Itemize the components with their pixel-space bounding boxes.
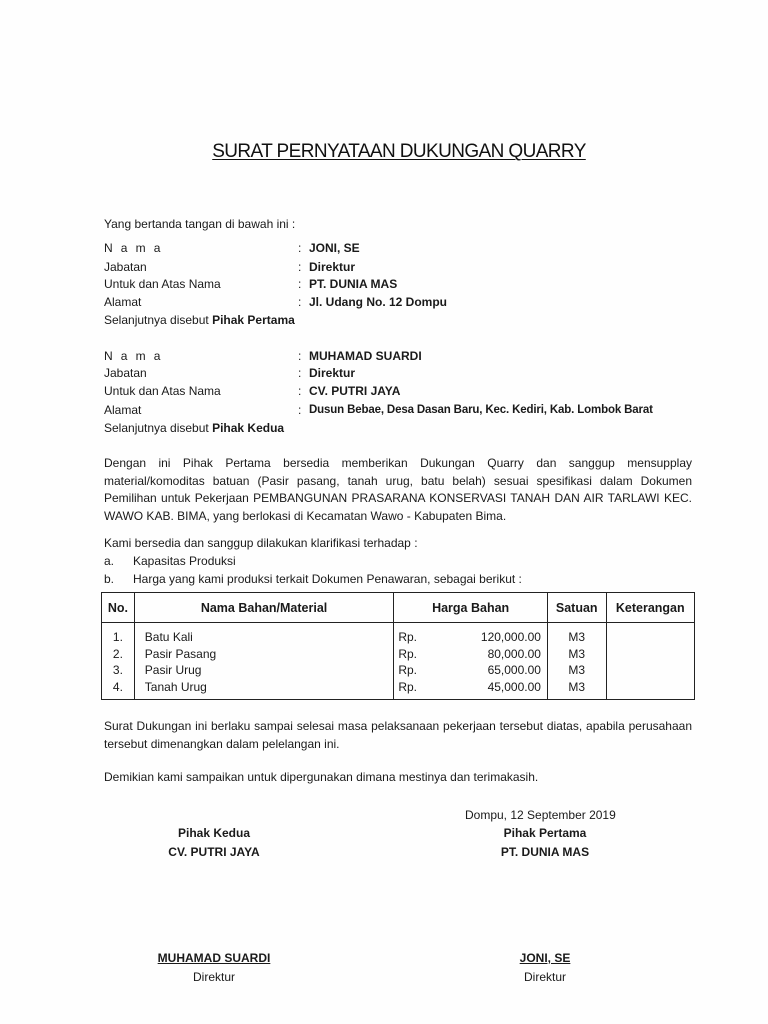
sig-right-role: Pihak Pertama (503, 826, 587, 840)
label-nama-2: N a m a (104, 349, 163, 363)
table-row-nama: Batu Kali (144, 630, 193, 644)
colon: : (298, 295, 302, 309)
paragraph-penutup: Demikian kami sampaikan untuk dipergunakan dimana mestinya dan terimakasih. (104, 770, 539, 784)
colon: : (298, 384, 302, 398)
currency-label: Rp. (398, 679, 417, 694)
currency-label: Rp. (398, 646, 417, 661)
sig-right-name: JONI, SE (519, 951, 571, 965)
header-keterangan: Keterangan (606, 593, 694, 623)
table-row-harga (398, 679, 541, 696)
colon: : (298, 366, 302, 380)
label-jabatan-2: Jabatan (104, 366, 147, 380)
disebut-label: Pihak Pertama (212, 313, 295, 327)
label-atas-nama-2: Untuk dan Atas Nama (104, 384, 221, 398)
harga-value: 80,000.00 (487, 646, 541, 661)
nama-pihak-kedua: MUHAMAD SUARDI (309, 349, 422, 363)
document-title: SURAT PERNYATAAN DUKUNGAN QUARRY (212, 141, 586, 162)
disebut-label: Pihak Kedua (212, 421, 285, 435)
alamat-pihak-kedua: Dusun Bebae, Desa Dasan Baru, Kec. Kediri, Kab. Lombok Barat (309, 404, 653, 416)
sig-right-title: Direktur (523, 970, 566, 984)
paragraph-berlaku: Surat Dukungan ini berlaku sampai selesai masa pelaksanaan pekerjaan tersebut diatas, apabila perusahaan tersebut dimenangkan dalam pelelangan ini. (104, 719, 692, 751)
cell-no (102, 623, 135, 700)
table-row-no: 4. (112, 679, 123, 694)
place-date: Dompu, 12 September 2019 (465, 808, 616, 822)
table-row-harga (398, 629, 541, 646)
table-row-harga (398, 646, 541, 663)
table-row-no: 1. (112, 630, 123, 644)
label-nama-1: N a m a (104, 241, 163, 255)
sig-left-role: Pihak Kedua (177, 826, 251, 840)
table-row-no: 3. (112, 663, 123, 677)
sig-left-name: MUHAMAD SUARDI (157, 951, 271, 965)
currency-label: Rp. (398, 630, 417, 644)
klarifikasi-intro: Kami bersedia dan sanggup dilakukan klarifikasi terhadap : (104, 536, 418, 550)
harga-value: 45,000.00 (487, 679, 541, 694)
klarifikasi-item-b-text: Harga yang kami produksi terkait Dokumen Penawaran, sebagai berikut : (133, 572, 522, 586)
disebut-pihak-pertama (104, 312, 295, 329)
table-body-row (102, 623, 695, 700)
header-harga: Harga Bahan (394, 593, 548, 623)
disebut-prefix: Selanjutnya disebut (104, 421, 213, 435)
paragraph-dukungan: Dengan ini Pihak Pertama bersedia memberikan Dukungan Quarry dan sanggup mensupplay material/komoditas batuan (Pasir pasang, tanah urug, batu belah) sesuai spesifikasi dalam Dokumen Pemilihan untuk Pekerjaan PEMBANGUNAN PRASARANA KONSERVASI TANAH DAN AIR TARLAWI KEC. WAWO KAB. BIMA, yang berlokasi di Kecamatan Wawo - Kabupaten Bima. (104, 456, 692, 523)
atas-nama-pihak-pertama: PT. DUNIA MAS (309, 277, 398, 291)
label-jabatan-1: Jabatan (104, 260, 147, 274)
header-satuan: Satuan (547, 593, 606, 623)
table-row-satuan: M3 (568, 663, 586, 677)
atas-nama-pihak-kedua: CV. PUTRI JAYA (309, 384, 401, 398)
table-row-satuan: M3 (568, 646, 586, 661)
table-row-no: 2. (112, 646, 123, 661)
table-row-satuan: M3 (568, 630, 586, 644)
colon: : (298, 277, 302, 291)
table-row-satuan: M3 (568, 679, 586, 694)
colon: : (298, 349, 302, 363)
table-row-nama: Tanah Urug (144, 679, 207, 694)
disebut-pihak-kedua (104, 420, 284, 437)
harga-value: 120,000.00 (480, 630, 541, 644)
cell-harga (394, 623, 548, 700)
table-row-nama: Pasir Pasang (144, 646, 217, 661)
table-row-harga (398, 662, 541, 679)
alamat-pihak-pertama: Jl. Udang No. 12 Dompu (309, 295, 448, 309)
cell-satuan (547, 623, 606, 700)
currency-label: Rp. (398, 663, 417, 677)
klarifikasi-item-b-marker: b. (104, 572, 115, 586)
colon: : (298, 403, 302, 417)
harga-table (101, 592, 695, 700)
cell-keterangan (606, 623, 694, 700)
harga-value: 65,000.00 (487, 663, 541, 677)
sig-left-company: CV. PUTRI JAYA (168, 845, 260, 859)
jabatan-pihak-pertama: Direktur (309, 260, 356, 274)
signature-right (445, 824, 645, 862)
signature-right-name (445, 949, 645, 987)
header-no: No. (102, 593, 135, 623)
jabatan-pihak-kedua: Direktur (309, 366, 356, 380)
sig-left-title: Direktur (192, 970, 235, 984)
table-row-nama: Pasir Urug (144, 663, 202, 677)
intro-text: Yang bertanda tangan di bawah ini : (104, 217, 296, 231)
signature-left-name (114, 949, 314, 987)
colon: : (298, 260, 302, 274)
klarifikasi-item-a-text: Kapasitas Produksi (133, 554, 236, 568)
nama-pihak-pertama: JONI, SE (309, 241, 360, 255)
cell-nama (134, 623, 394, 700)
label-atas-nama-1: Untuk dan Atas Nama (104, 277, 221, 291)
signature-left (114, 824, 314, 862)
sig-right-company: PT. DUNIA MAS (500, 845, 590, 859)
header-nama: Nama Bahan/Material (134, 593, 394, 623)
colon: : (298, 241, 302, 255)
label-alamat-2: Alamat (104, 403, 142, 417)
table-header-row (102, 593, 695, 623)
label-alamat-1: Alamat (104, 295, 142, 309)
klarifikasi-item-a-marker: a. (104, 554, 115, 568)
disebut-prefix: Selanjutnya disebut (104, 313, 213, 327)
